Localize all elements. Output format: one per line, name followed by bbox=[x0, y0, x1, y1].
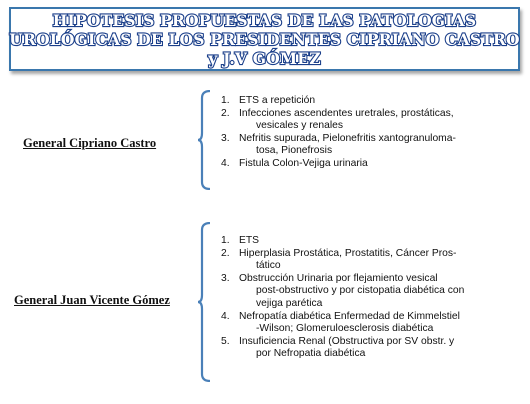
gomez-name: General Juan Vicente Gómez bbox=[14, 293, 170, 307]
list-item-number: 3. bbox=[221, 272, 230, 284]
castro-bracket bbox=[198, 90, 212, 190]
title-box bbox=[9, 7, 520, 71]
list-item-text: tosa, Pionefrosis bbox=[256, 145, 333, 157]
list-item bbox=[221, 95, 521, 108]
castro-list bbox=[221, 95, 521, 171]
list-item-text: tático bbox=[256, 260, 281, 272]
list-item-text: post-obstructivo y por cistopatia diabética con bbox=[256, 285, 465, 297]
list-item-text: -Wilson; Glomeruloesclerosis diabética bbox=[256, 323, 434, 335]
list-item-number: 4. bbox=[221, 157, 230, 169]
list-item-number: 2. bbox=[221, 107, 230, 119]
list-item-text: vesicales y renales bbox=[256, 120, 343, 132]
list-item-text: ETS bbox=[239, 235, 260, 246]
list-item-text: Nefritis supurada, Pielonefritis xantogranuloma- bbox=[239, 132, 456, 144]
list-item-text: Insuficiencia Renal (Obstructiva por SV obstr. y bbox=[239, 335, 455, 347]
list-item-text: Infecciones ascendentes uretrales, prostáticas, bbox=[239, 107, 454, 119]
list-item-text: vejiga parética bbox=[256, 297, 323, 309]
gomez-bracket bbox=[198, 222, 212, 382]
list-item bbox=[221, 133, 521, 158]
list-item-text: por Nefropatia diabética bbox=[256, 348, 366, 360]
list-item bbox=[221, 248, 521, 273]
gomez-list bbox=[221, 235, 521, 361]
title-line-2: UROLÓGICAS DE LOS PRESIDENTES CIPRIANO CASTRO bbox=[9, 29, 520, 49]
list-item-number: 5. bbox=[221, 335, 230, 347]
list-item bbox=[221, 273, 521, 311]
list-item-text: Hiperplasia Prostática, Prostatitis, Cáncer Pros- bbox=[239, 247, 457, 259]
list-item-number: 4. bbox=[221, 310, 230, 322]
list-item bbox=[221, 108, 521, 133]
list-item-number: 3. bbox=[221, 132, 230, 144]
list-item-number: 1. bbox=[221, 235, 230, 246]
title-line-3: y J.V GÓMEZ bbox=[208, 48, 321, 68]
list-item-number: 1. bbox=[221, 95, 230, 106]
list-item-text: Nefropatía diabética Enfermedad de Kimmelstiel bbox=[239, 310, 460, 322]
list-item bbox=[221, 158, 521, 171]
list-item-text: ETS a repetición bbox=[239, 95, 316, 106]
list-item-number: 2. bbox=[221, 247, 230, 259]
list-item-text: Fistula Colon-Vejiga urinaria bbox=[239, 157, 368, 169]
list-item bbox=[221, 336, 521, 361]
list-item bbox=[221, 235, 521, 248]
title-line-1: HIPOTESIS PROPUESTAS DE LAS PATOLOGIAS bbox=[52, 10, 477, 30]
list-item-text: Obstrucción Urinaria por flejamiento vesical bbox=[239, 272, 438, 284]
castro-name: General Cipriano Castro bbox=[23, 136, 157, 150]
list-item bbox=[221, 311, 521, 336]
